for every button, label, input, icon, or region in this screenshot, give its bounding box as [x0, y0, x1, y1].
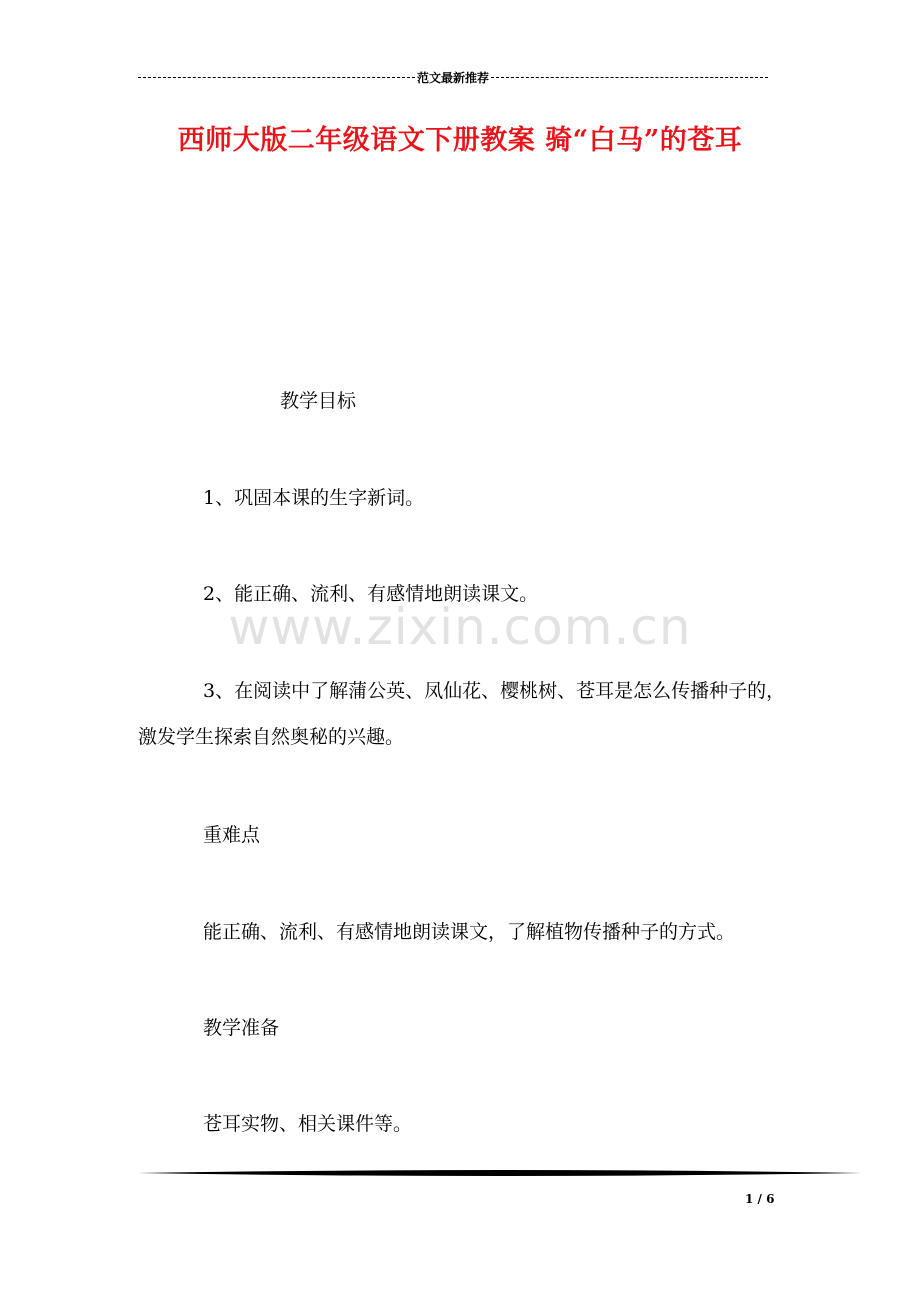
- footer-rule: [138, 1168, 862, 1178]
- header-dash-right: [491, 77, 768, 78]
- header-dash-left: [138, 77, 415, 78]
- page-header: [138, 68, 768, 86]
- watermark: www.zixin.com.cn: [228, 598, 692, 656]
- objective-item-2: 2、能正确、流利、有感情地朗读课文。: [203, 583, 539, 605]
- objectives-heading: 教学目标: [280, 390, 357, 412]
- objective-item-3: 3、在阅读中了解蒲公英、凤仙花、樱桃树、苍耳是怎么传播种子的，激发学生探索自然奥秘的兴趣。: [138, 680, 786, 748]
- document-title: 西师大版二年级语文下册教案 骑“白马”的苍耳: [177, 125, 743, 156]
- header-label: 范文最新推荐: [417, 70, 490, 85]
- page-number: 1 / 6: [745, 1192, 775, 1206]
- preparation-text: 苍耳实物、相关课件等。: [203, 1113, 413, 1135]
- key-points-heading: 重难点: [203, 824, 261, 846]
- key-points-text: 能正确、流利、有感情地朗读课文，了解植物传播种子的方式。: [203, 921, 736, 943]
- preparation-heading: 教学准备: [203, 1017, 280, 1039]
- objective-item-1: 1、巩固本课的生字新词。: [203, 487, 425, 509]
